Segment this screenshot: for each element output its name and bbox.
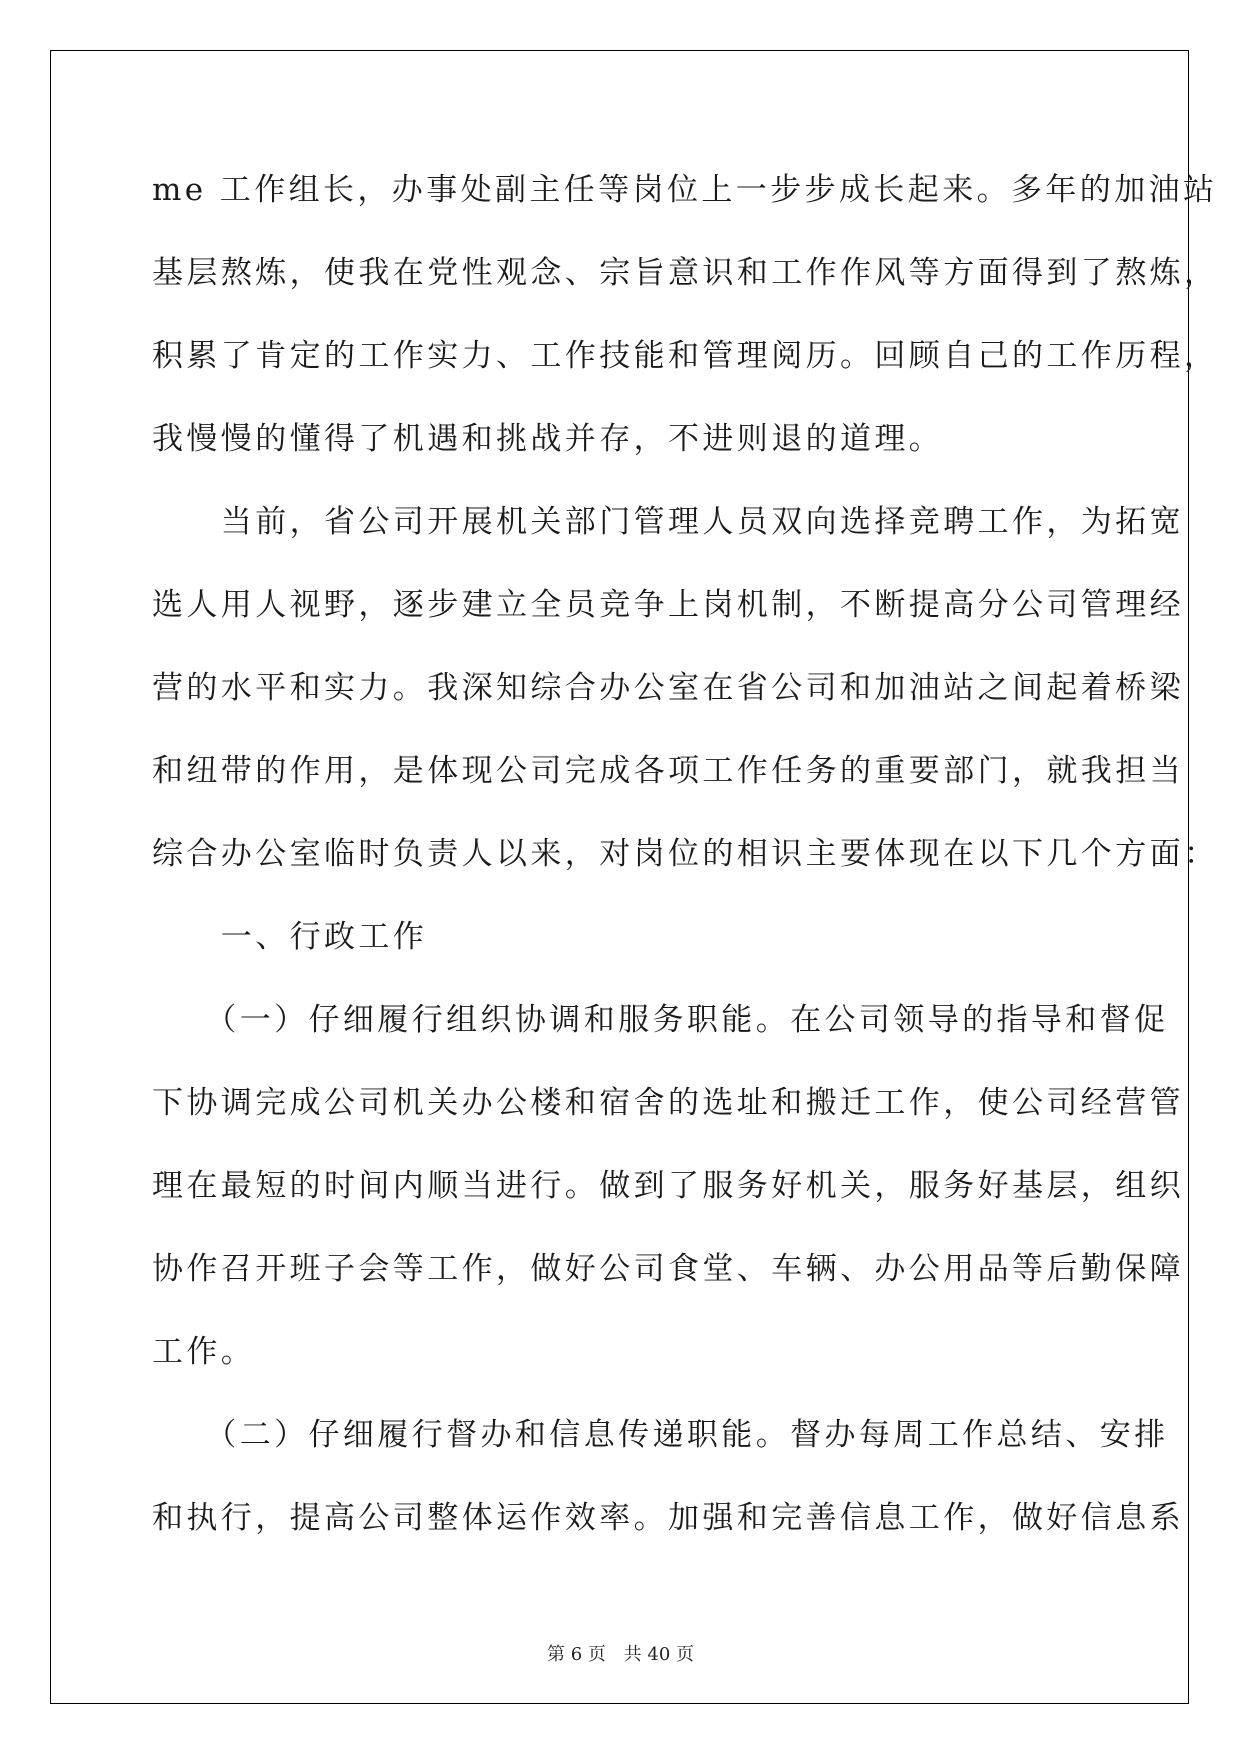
- text-line: 工作。: [152, 1334, 256, 1370]
- text-line: 和执行，提高公司整体运作效率。加强和完善信息工作，做好信息系: [152, 1500, 1184, 1536]
- text-line: 积累了肯定的工作实力、工作技能和管理阅历。回顾自己的工作历程，: [152, 338, 1219, 374]
- text-line: 当前，省公司开展机关部门管理人员双向选择竞聘工作，为拓宽: [152, 504, 1184, 540]
- text-line: 基层熬炼，使我在党性观念、宗旨意识和工作作风等方面得到了熬炼，: [152, 255, 1219, 291]
- text-line: 营的水平和实力。我深知综合办公室在省公司和加油站之间起着桥梁: [152, 670, 1184, 706]
- text-line: 我慢慢的懂得了机遇和挑战并存，不进则退的道理。: [152, 421, 944, 457]
- page-number: 第 6 页: [547, 1644, 606, 1665]
- text-line: 协作召开班子会等工作，做好公司食堂、车辆、办公用品等后勤保障: [152, 1251, 1184, 1287]
- page-total: 共 40 页: [623, 1644, 694, 1665]
- text-line: me 工作组长，办事处副主任等岗位上一步步成长起来。多年的加油站: [152, 172, 1218, 208]
- text-line: 综合办公室临时负责人以来，对岗位的相识主要体现在以下几个方面：: [152, 836, 1219, 872]
- page-footer: [0, 1640, 1241, 1666]
- text-line: 选人用人视野，逐步建立全员竞争上岗机制，不断提高分公司管理经: [152, 587, 1184, 623]
- section-heading: 一、行政工作: [152, 919, 428, 955]
- text-line: 理在最短的时间内顺当进行。做到了服务好机关，服务好基层，组织: [152, 1168, 1184, 1204]
- text-line: 和纽带的作用，是体现公司完成各项工作任务的重要部门，就我担当: [152, 753, 1184, 789]
- text-line: （二）仔细履行督办和信息传递职能。督办每周工作总结、安排: [152, 1417, 1169, 1453]
- text-line: （一）仔细履行组织协调和服务职能。在公司领导的指导和督促: [152, 1002, 1169, 1038]
- text-line: 下协调完成公司机关办公楼和宿舍的选址和搬迁工作，使公司经营管: [152, 1085, 1184, 1121]
- document-body: [152, 165, 1219, 1576]
